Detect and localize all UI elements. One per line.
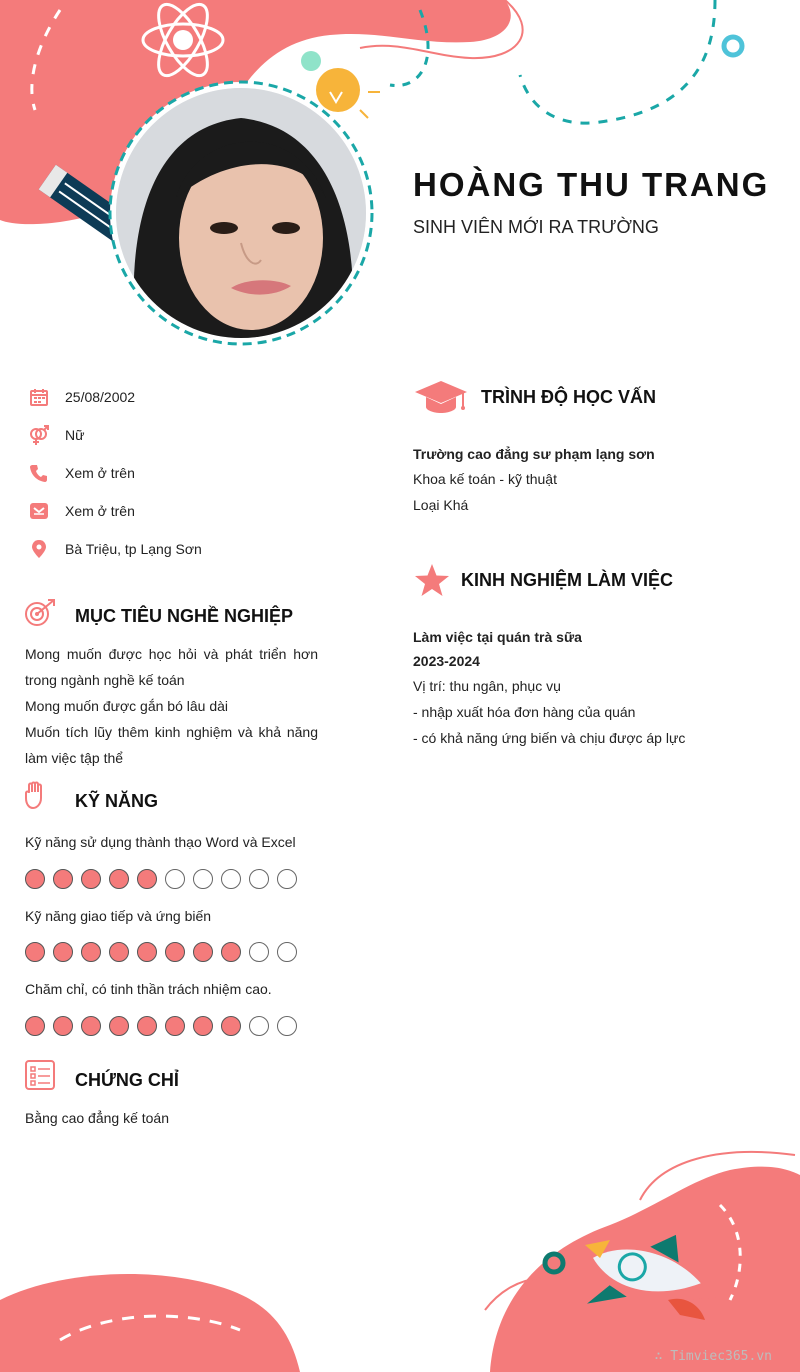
experience-title: KINH NGHIỆM LÀM VIỆC: [461, 570, 674, 590]
skill-label: Kỹ năng giao tiếp và ứng biến: [25, 908, 212, 924]
skill-dot-empty: [249, 942, 269, 962]
skill-dot-filled: [53, 1016, 73, 1036]
skill-dot-empty: [249, 869, 269, 889]
email-value: Xem ở trên: [65, 503, 135, 519]
skill-dot-filled: [137, 869, 157, 889]
contact-birthday: [28, 385, 136, 409]
contact-gender: [28, 423, 85, 447]
objective-text: [25, 641, 318, 771]
education-school: Trường cao đẳng sư phạm lạng sơn: [413, 446, 655, 462]
skill-dot-filled: [137, 1016, 157, 1036]
experience-task: - có khả năng ứng biến và chịu được áp lực: [413, 730, 686, 746]
skill-dot-filled: [109, 1016, 129, 1036]
skill-dot-empty: [249, 1016, 269, 1036]
hand-icon: [24, 780, 48, 815]
skill-dot-filled: [25, 942, 45, 962]
contact-phone: [28, 461, 135, 485]
calendar-icon: [28, 386, 50, 408]
contact-email: [28, 499, 135, 523]
watermark: ∴ Timviec365.vn: [654, 1349, 772, 1364]
gender-icon: [28, 424, 50, 446]
skill-dot-filled: [53, 942, 73, 962]
skill-dot-empty: [221, 869, 241, 889]
skill-dot-filled: [81, 1016, 101, 1036]
skill-dot-filled: [53, 869, 73, 889]
skill-dot-filled: [25, 869, 45, 889]
objective-title: MỤC TIÊU NGHỀ NGHIỆP: [75, 606, 294, 626]
experience-period: 2023-2024: [413, 653, 480, 669]
skill-dot-filled: [193, 1016, 213, 1036]
skill-dot-empty: [165, 869, 185, 889]
phone-value: Xem ở trên: [65, 465, 135, 481]
candidate-name: HOÀNG THU TRANG: [413, 166, 770, 203]
skill-dot-filled: [81, 942, 101, 962]
skill-dot-filled: [193, 942, 213, 962]
skill-dot-empty: [277, 1016, 297, 1036]
education-title: TRÌNH ĐỘ HỌC VẤN: [481, 387, 656, 407]
target-icon: [24, 598, 58, 633]
skill-rating: [25, 1016, 297, 1036]
certificates-title: CHỨNG CHỈ: [75, 1070, 179, 1090]
skill-rating: [25, 869, 297, 889]
gender-value: Nữ: [65, 427, 85, 443]
experience-position: Vị trí: thu ngân, phục vụ: [413, 678, 561, 694]
objective-line: Mong muốn được gắn bó lâu dài: [25, 698, 229, 714]
skill-label: Chăm chỉ, có tinh thần trách nhiệm cao.: [25, 981, 272, 997]
skill-dot-filled: [81, 869, 101, 889]
skill-dot-filled: [137, 942, 157, 962]
skill-dot-empty: [193, 869, 213, 889]
skill-dot-filled: [221, 1016, 241, 1036]
candidate-title: SINH VIÊN MỚI RA TRƯỜNG: [413, 217, 659, 237]
skill-dot-filled: [109, 942, 129, 962]
objective-line: Mong muốn được học hỏi và phát triển hơn trong ngành nghề kế toán: [25, 646, 318, 688]
birthday-value: 25/08/2002: [65, 389, 136, 405]
avatar-portrait: [116, 88, 366, 338]
skill-dot-empty: [277, 869, 297, 889]
skill-label: Kỹ năng sử dụng thành thạo Word và Excel: [25, 834, 296, 850]
skill-rating: [25, 942, 297, 962]
skill-dot-filled: [25, 1016, 45, 1036]
skill-dot-filled: [109, 869, 129, 889]
address-value: Bà Triệu, tp Lạng Sơn: [65, 541, 202, 557]
education-faculty: Khoa kế toán - kỹ thuật: [413, 471, 557, 487]
star-icon: [414, 563, 450, 602]
experience-company: Làm việc tại quán trà sữa: [413, 629, 582, 645]
avatar: [116, 88, 366, 338]
skills-title: KỸ NĂNG: [75, 791, 159, 811]
email-icon: [28, 500, 50, 522]
skill-dot-filled: [165, 942, 185, 962]
checklist-icon: [24, 1059, 56, 1096]
location-pin-icon: [28, 538, 50, 560]
skill-dot-empty: [277, 942, 297, 962]
education-grade: Loại Khá: [413, 497, 469, 513]
skill-dot-filled: [221, 942, 241, 962]
contact-address: [28, 537, 202, 561]
phone-icon: [28, 462, 50, 484]
graduation-cap-icon: [413, 379, 469, 420]
skill-dot-filled: [165, 1016, 185, 1036]
certificate-item: Bằng cao đẳng kế toán: [25, 1110, 170, 1126]
experience-task: - nhập xuất hóa đơn hàng của quán: [413, 704, 636, 720]
objective-line: Muốn tích lũy thêm kinh nghiệm và khả năng làm việc tập thể: [25, 724, 318, 766]
